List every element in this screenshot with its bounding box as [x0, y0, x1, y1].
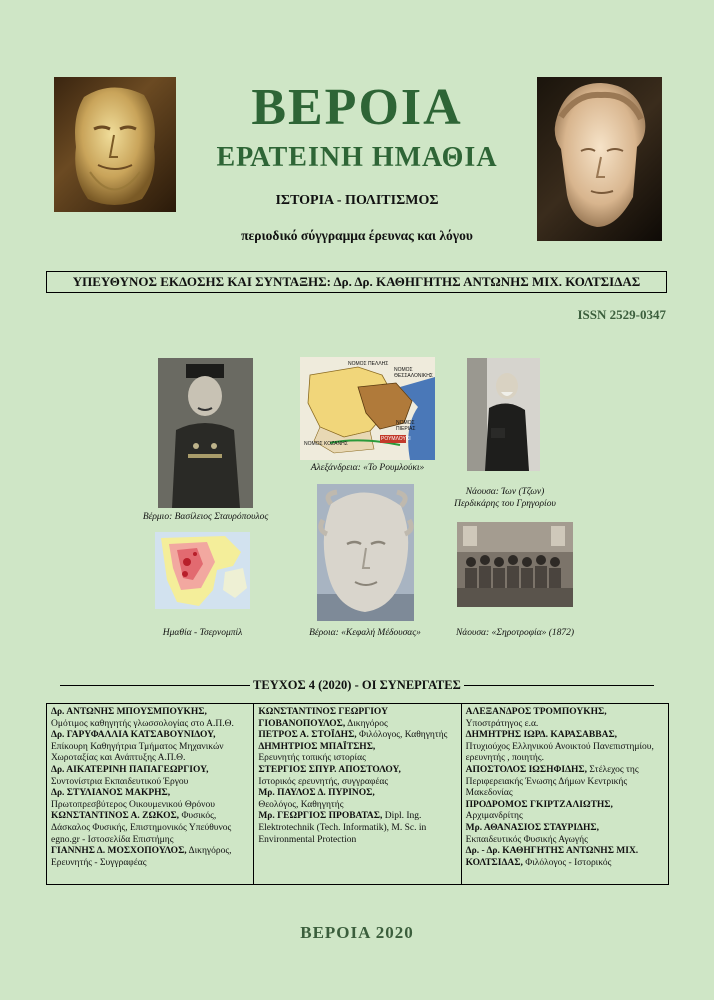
photo-medusa-head	[317, 484, 414, 621]
bust-philip-image	[54, 77, 176, 212]
contributor-name: Δρ. - Δρ. ΚΑΘΗΓΗΤΗΣ ΑΝΤΩΝΗΣ ΜΙΧ. ΚΟΛΤΣΙΔΑΣ,	[465, 846, 639, 868]
map-label-kozanis: ΝΟΜΟΣ ΚΟΖΑΝΗΣ	[304, 441, 348, 447]
map-label-pellis: ΝΟΜΟΣ ΠΕΛΛΗΣ	[348, 361, 389, 367]
contributor-entry	[258, 765, 456, 788]
contributor-name: Δρ. ΓΑΡΥΦΑΛΛΙΑ ΚΑΤΣΑΒΟΥΝΙΔΟΥ,	[51, 730, 216, 741]
contributors-column-1	[47, 704, 254, 884]
contributor-entry	[466, 846, 664, 869]
contributor-name: ΚΩΝΣΤΑΝΤΙΝΟΣ ΓΕΩΡΓΙΟΥ ΓΙΟΒΑΝΟΠΟΥΛΟΣ,	[258, 707, 388, 729]
issue-text: ΤΕΥΧΟΣ 4 (2020) - ΟΙ ΣΥΝΕΡΓΑΤΕΣ	[253, 678, 461, 692]
contributor-entry	[258, 788, 456, 811]
contributor-name: ΚΩΝΣΤΑΝΤΙΝΟΣ Α. ΖΩΚΟΣ,	[51, 811, 180, 822]
contributor-desc: Φυσικός, Δάσκαλος Φυσικής, Επιστημονικός Υπεύθυνος egno.gr - Ιστοσελίδα Επιστήμης	[51, 811, 232, 845]
contributor-name: ΠΡΟΔΡΟΜΟΣ ΓΚΙΡΤΖΑΛΙΩΤΗΣ,	[465, 799, 613, 810]
contributor-desc: Υποστράτηγος ε.α.	[465, 718, 539, 729]
caption-alexandreia: Αλεξάνδρεια: «Το Ρουμλούκι»	[310, 463, 425, 473]
contributor-entry	[466, 730, 664, 765]
contributor-name: Μρ. ΑΘΑΝΑΣΙΟΣ ΣΤΑΥΡΙΔΗΣ,	[465, 822, 599, 833]
map-label-thessalonikis: ΝΟΜΟΣ ΘΕΣΣΑΛΟΝΙΚΗΣ	[394, 367, 433, 379]
contributor-entry	[51, 730, 249, 765]
contributor-entry	[466, 800, 664, 823]
contributor-desc: Φιλόλογος, Καθηγητής	[359, 730, 448, 741]
contributor-desc: Δικηγόρος, Ερευνητής - Συγγραφέας	[51, 846, 232, 868]
contributor-desc: Ιστορικός ερευνητής, συγγραφέας	[258, 776, 389, 787]
contributor-entry	[258, 742, 456, 765]
contributor-desc: Ομότιμος καθηγητής γλωσσολογίας στο Α.Π.Θ.	[51, 718, 234, 729]
contributor-entry	[51, 846, 249, 869]
journal-subtitle: ΕΡΑΤΕΙΝΗ ΗΜΑΘΙΑ	[216, 142, 498, 173]
contributor-name: ΣΤΕΡΓΙΟΣ ΣΠΥΡ. ΑΠΟΣΤΟΛΟΥ,	[258, 764, 401, 775]
contributor-desc: Ερευνητής τοπικής ιστορίας	[258, 753, 366, 764]
caption-vermio: Βέρμιο: Βασίλειος Σταυρόπουλος	[142, 512, 269, 522]
journal-title: ΒΕΡΟΙΑ	[251, 79, 463, 136]
contributor-name: Δρ. ΑΙΚΑΤΕΡΙΝΗ ΠΑΠΑΓΕΩΡΓΙΟΥ,	[51, 764, 209, 775]
bust-alexander-image	[537, 77, 662, 241]
footer-place-year: ΒΕΡΟΙΑ 2020	[300, 923, 414, 942]
contributor-desc: Στέλεχος της Περιφερειακής Ένωσης Δήμων Κεντρικής Μακεδονίας	[465, 764, 639, 799]
contributor-desc: Φιλόλογος - Ιστορικός	[525, 857, 612, 868]
contributor-desc: Επίκουρη Καθηγήτρια Τμήματος Μηχανικών Χωροταξίας και Ανάπτυξης Α.Π.Θ.	[51, 741, 224, 764]
caption-imathia: Ημαθία - Τσερνομπίλ	[162, 628, 243, 638]
contributor-entry	[51, 788, 249, 811]
contributor-desc: Εκπαιδευτικός Φυσικής Αγωγής	[465, 834, 588, 845]
contributor-entry	[258, 730, 456, 742]
photo-vermio-general	[158, 358, 253, 508]
contributor-entry	[466, 707, 664, 730]
contributor-name: Μρ. ΓΕΩΡΓΙΟΣ ΠΡΟΒΑΤΑΣ,	[258, 811, 383, 822]
contributor-entry	[51, 811, 249, 846]
map-roumlouki	[300, 357, 435, 460]
contributor-desc: Δικηγόρος	[347, 718, 388, 729]
contributor-entry	[51, 765, 249, 788]
contributor-entry	[51, 707, 249, 730]
contributor-desc: Dipl. Ing. Elektrotechnik (Tech. Informatik), M. Sc. in Environmental Protection	[258, 811, 427, 845]
contributor-name: ΑΛΕΞΑΝΔΡΟΣ ΤΡΟΜΠΟΥΚΗΣ,	[465, 707, 607, 717]
periodical-description: περιοδικό σύγγραμμα έρευνας και λόγου	[241, 228, 473, 243]
photo-naousa-silk	[457, 522, 573, 607]
contributors-column-2	[254, 704, 461, 884]
contributor-desc: Αρχιμανδρίτης	[465, 811, 523, 822]
contributors-table	[46, 703, 669, 885]
contributor-entry	[466, 823, 664, 846]
contributor-desc: Πτυχιούχος Ελληνικού Ανοικτού Πανεπιστημίου, ερευνητής , ποιητής.	[465, 741, 654, 764]
contributor-name: ΔΗΜΗΤΡΙΟΣ ΜΠΑΪΤΣΗΣ,	[258, 741, 376, 752]
contributor-entry	[258, 811, 456, 846]
rule-right	[464, 685, 654, 686]
contributor-name: ΓΙΑΝΝΗΣ Δ. ΜΟΣΧΟΠΟΥΛΟΣ,	[51, 846, 187, 857]
contributor-name: Δρ. ΣΤΥΛΙΑΝΟΣ ΜΑΚΡΗΣ,	[51, 788, 171, 799]
issue-heading	[51, 678, 663, 693]
photo-naousa-perdikaris	[467, 358, 540, 471]
contributor-entry	[258, 707, 456, 730]
map-label-roumlouki: ΡΟΥΜΛΟΥΚΙ	[381, 436, 411, 442]
caption-naousa-2: Περδικάρης του Γρηγορίου	[454, 499, 556, 509]
caption-veroia: Βέροια: «Κεφαλή Μέδουσας»	[309, 628, 421, 638]
contributor-desc: Συντονίστρια Εκπαιδευτικού Έργου	[51, 776, 189, 787]
editor-banner: ΥΠΕΥΘΥΝΟΣ ΕΚΔΟΣΗΣ ΚΑΙ ΣΥΝΤΑΞΗΣ: Δρ. Δρ. ΚΑΘΗΓΗΤΗΣ ΑΝΤΩΝΗΣ ΜΙΧ. ΚΟΛΤΣΙΔΑΣ	[46, 271, 667, 293]
section-heading: ΙΣΤΟΡΙΑ - ΠΟΛΙΤΙΣΜΟΣ	[275, 193, 439, 208]
issn-label: ISSN 2529-0347	[577, 307, 666, 322]
map-imathia-chernobyl	[155, 532, 250, 609]
contributor-name: Μρ. ΠΑΥΛΟΣ Δ. ΠΥΡΙΝΟΣ,	[258, 788, 375, 799]
contributor-desc: Θεολόγος, Καθηγητής	[258, 799, 344, 810]
contributors-column-3	[462, 704, 668, 884]
contributor-name: ΠΕΤΡΟΣ Α. ΣΤΟΪΔΗΣ,	[258, 730, 357, 741]
caption-naousa-3: Νάουσα: «Σηροτροφία» (1872)	[455, 628, 575, 638]
contributor-name: ΔΗΜΗΤΡΗΣ ΙΩΡΔ. ΚΑΡΑΣΑΒΒΑΣ,	[465, 730, 618, 741]
contributor-desc: Πρωτοπρεσβύτερος Οικουμενικού Θρόνου	[51, 799, 215, 810]
contributor-name: Δρ. ΑΝΤΩΝΗΣ ΜΠΟΥΣΜΠΟΥΚΗΣ,	[51, 707, 207, 717]
map-label-pierias: ΝΟΜΟΣ ΠΙΕΡΙΑΣ	[396, 420, 416, 432]
contributor-entry	[466, 765, 664, 800]
contributor-name: ΑΠΟΣΤΟΛΟΣ ΙΩΣΗΦΙΔΗΣ,	[465, 764, 588, 775]
rule-left	[60, 685, 250, 686]
caption-naousa-1: Νάουσα: Ίων (Τζων)	[465, 487, 545, 497]
